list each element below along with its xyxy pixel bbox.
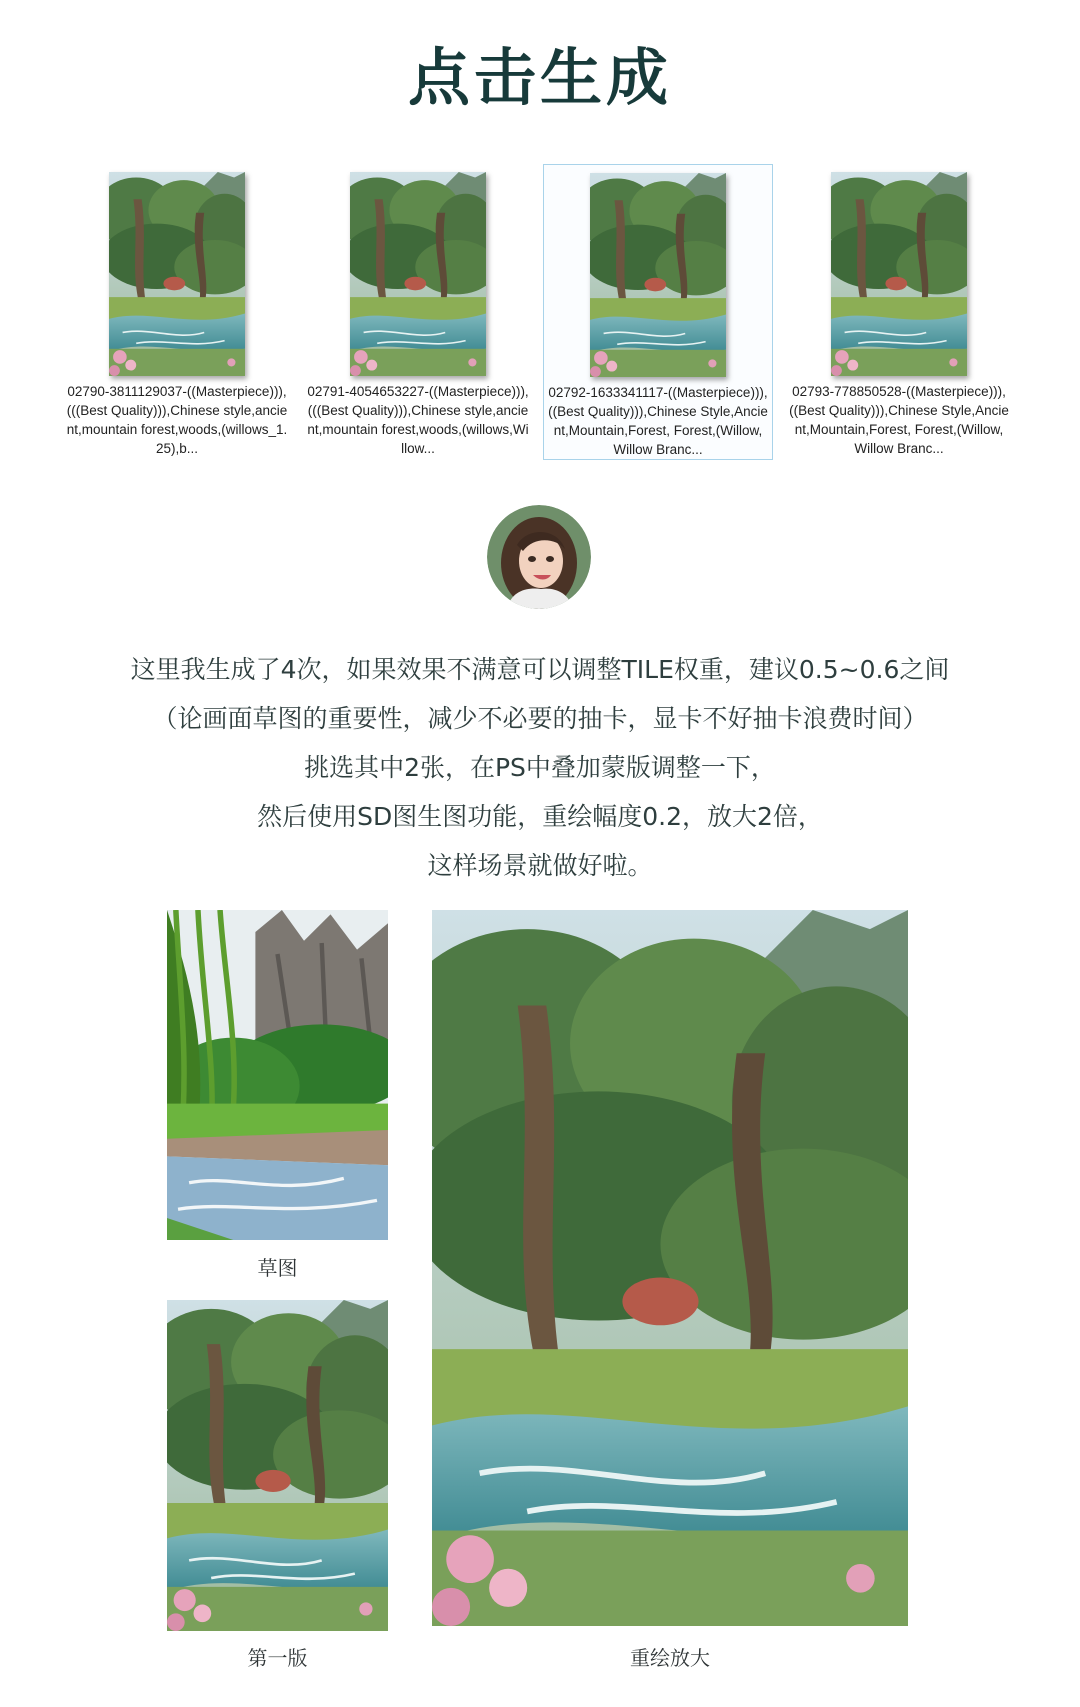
upscaled-image	[432, 910, 908, 1626]
thumbnail-caption: 02792-1633341117-((Masterpiece))),((Best Quality))),Chinese Style,Ancient,Mountain,Forest, Forest,(Willow, Willow Branc...	[548, 385, 768, 457]
avatar	[487, 505, 591, 609]
description-line: （论画面草图的重要性，减少不必要的抽卡，显卡不好抽卡浪费时间）	[152, 704, 928, 733]
thumbnail-image	[590, 173, 726, 377]
thumbnail-caption: 02790-3811129037-((Masterpiece))),(((Best Quality))),Chinese style,ancient,mountain forest,woods,(willows_1.25),b...	[66, 384, 288, 456]
thumbnail-image	[831, 172, 967, 376]
description-line: 这里我生成了4次，如果效果不满意可以调整TILE权重，建议0.5~0.6之间	[130, 655, 950, 684]
description-line: 这样场景就做好啦。	[427, 851, 653, 880]
page-title: 点击生成	[407, 41, 672, 114]
first-version-caption: 第一版	[247, 1646, 308, 1670]
thumbnail-caption: 02793-778850528-((Masterpiece))),((Best Quality))),Chinese Style,Ancient,Mountain,Forest, Forest,(Willow, Willow Branc...	[789, 384, 1009, 456]
description-line: 然后使用SD图生图功能，重绘幅度0.2，放大2倍，	[257, 802, 823, 831]
upscaled-caption: 重绘放大	[630, 1646, 710, 1670]
description-line: 挑选其中2张，在PS中叠加蒙版调整一下，	[304, 753, 776, 782]
thumbnail-caption: 02791-4054653227-((Masterpiece))),(((Best Quality))),Chinese style,ancient,mountain forest,woods,(willows,Willow...	[307, 384, 529, 456]
thumbnail-item[interactable]	[784, 164, 1014, 460]
thumbnail-item[interactable]	[62, 164, 292, 460]
first-version-image	[167, 1300, 388, 1631]
thumbnail-item-selected[interactable]	[543, 164, 773, 460]
thumbnail-image	[109, 172, 245, 376]
thumbnail-item[interactable]	[303, 164, 533, 460]
sketch-caption: 草图	[257, 1256, 298, 1280]
sketch-image	[167, 910, 388, 1240]
thumbnail-image	[350, 172, 486, 376]
